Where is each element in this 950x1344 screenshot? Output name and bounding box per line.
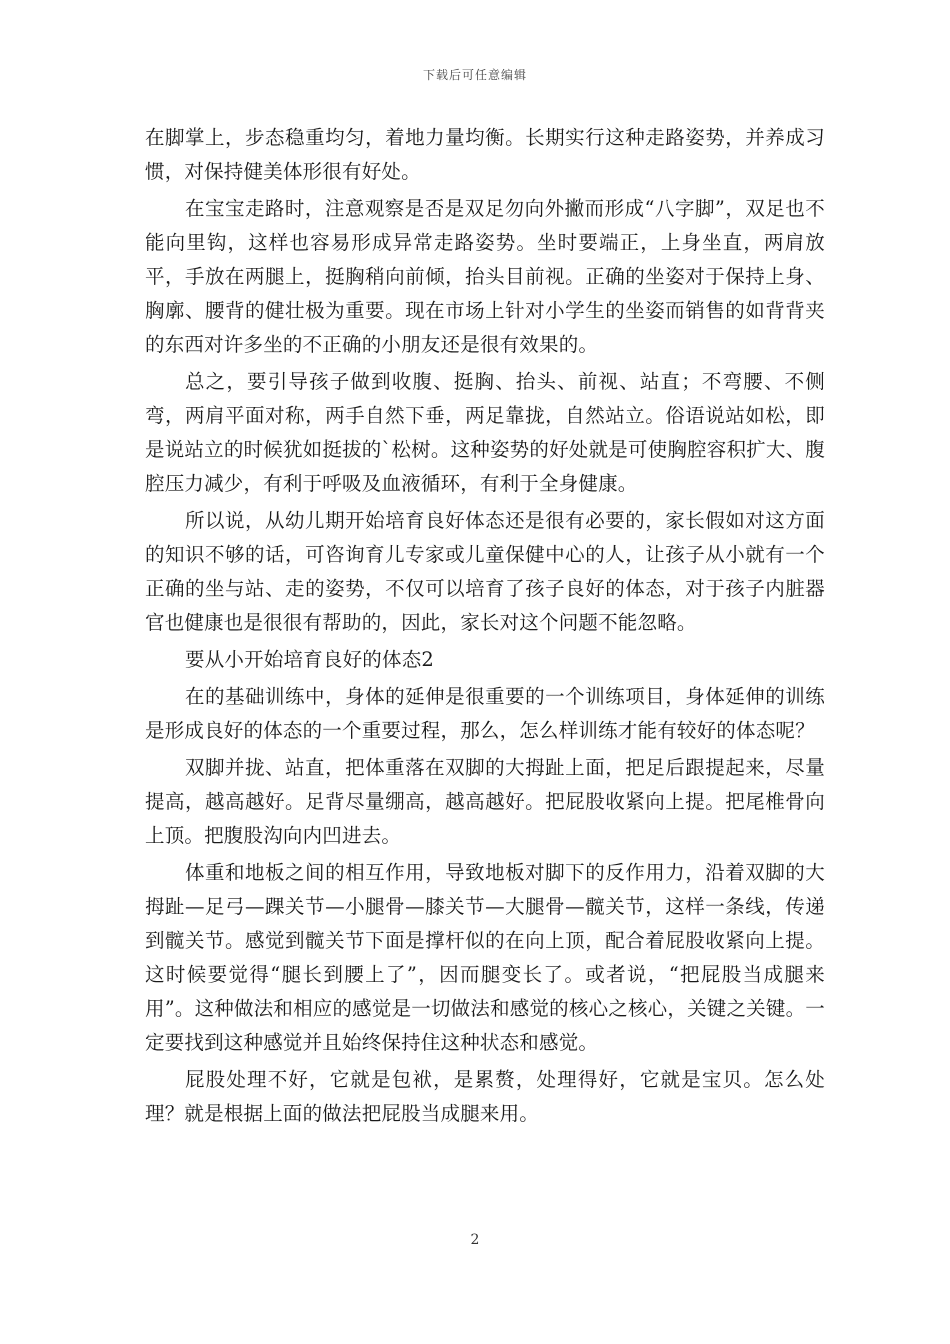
body-text	[145, 121, 825, 1134]
paragraph: 体重和地板之间的相互作用，导致地板对脚下的反作用力，沿着双脚的大拇趾—足弓—踝关节—小腿骨—膝关节—大腿骨—髋关节，这样一条线，传递到髋关节。感觉到髋关节下面是撑杆似的在向上顶，配合着屁股收紧向上提。这时候要觉得“腿长到腰上了”，因而腿变长了。或者说，“把屁股当成腿来用”。这种做法和相应的感觉是一切做法和感觉的核心之核心，关键之关键。一定要找到这种感觉并且始终保持住这种状态和感觉。	[145, 861, 825, 1054]
paragraph: 总之，要引导孩子做到收腹、挺胸、抬头、前视、站直；不弯腰、不侧弯，两肩平面对称，两手自然下垂，两足靠拢，自然站立。俗语说站如松，即是说站立的时候犹如挺拔的`松树。这种姿势的好处就是可使胸腔容积扩大、腹腔压力减少，有利于呼吸及血液循环，有利于全身健康。	[145, 370, 825, 495]
paragraph: 在脚掌上，步态稳重均匀，着地力量均衡。长期实行这种走路姿势，并养成习惯，对保持健美体形很有好处。	[145, 126, 825, 183]
paragraph: 所以说，从幼儿期开始培育良好体态还是很有必要的，家长假如对这方面的知识不够的话，可咨询育儿专家或儿童保健中心的人，让孩子从小就有一个正确的坐与站、走的姿势，不仅可以培育了孩子良好的体态，对于孩子内脏器官也健康也是很很有帮助的，因此，家长对这个问题不能忽略。	[145, 509, 825, 634]
paragraph: 双脚并拢、站直，把体重落在双脚的大拇趾上面，把足后跟提起来，尽量提高，越高越好。足背尽量绷高，越高越好。把屁股收紧向上提。把尾椎骨向上顶。把腹股沟向内凹进去。	[145, 756, 825, 847]
paragraph: 在宝宝走路时，注意观察是否是双足勿向外撇而形成“八字脚”，双足也不能向里钩，这样也容易形成异常走路姿势。坐时要端正，上身坐直，两肩放平，手放在两腿上，挺胸稍向前倾，抬头目前视。正确的坐姿对于保持上身、胸廓、腰背的健壮极为重要。现在市场上针对小学生的坐姿而销售的如背背夹的东西对许多坐的不正确的小朋友还是很有效果的。	[145, 197, 825, 356]
page-header: 下载后可任意编辑	[422, 68, 527, 82]
page-number: 2	[470, 1232, 480, 1248]
paragraph: 屁股处理不好，它就是包袱，是累赘，处理得好，它就是宝贝。怎么处理？就是根据上面的做法把屁股当成腿来用。	[145, 1068, 825, 1125]
section-heading: 要从小开始培育良好的体态2	[185, 648, 435, 671]
paragraph: 在的基础训练中，身体的延伸是很重要的一个训练项目，身体延伸的训练是形成良好的体态的一个重要过程，那么，怎么样训练才能有较好的体态呢？	[145, 685, 825, 742]
